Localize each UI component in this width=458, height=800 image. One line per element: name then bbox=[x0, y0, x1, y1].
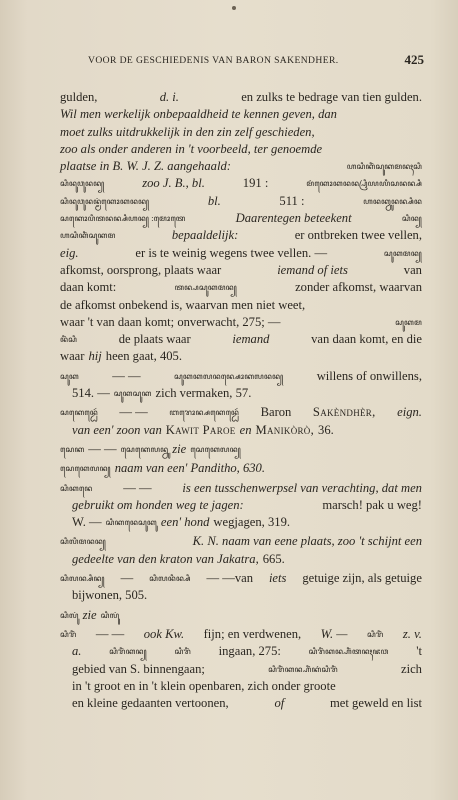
text-segment: zich vermaken, 57. bbox=[155, 386, 252, 401]
text-segment: gulden, bbox=[60, 90, 98, 104]
text-line bbox=[60, 460, 422, 477]
text-segment: 36. bbox=[318, 422, 334, 437]
text-segment: er is te weinig wegens twee vellen. — bbox=[135, 245, 328, 260]
javanese-text: ꦱꦸꦏꦩ bbox=[395, 317, 422, 327]
javanese-text: ꦱꦶꦏꦤꦺ bbox=[60, 483, 93, 493]
text-segment: ook Kw. bbox=[143, 626, 185, 641]
text-segment: bijwonen, 505. bbox=[72, 588, 148, 603]
page-header bbox=[0, 52, 458, 71]
text-segment: 514. — bbox=[72, 386, 110, 401]
text-line bbox=[60, 497, 422, 514]
text-segment: met geweld en list bbox=[330, 696, 422, 711]
body-text bbox=[60, 89, 422, 712]
javanese-text: ꦱꦶꦤ꧀ bbox=[401, 214, 422, 224]
text-segment: marsch! pak u weg! bbox=[322, 497, 422, 512]
text-line bbox=[60, 368, 422, 385]
javanese-text: ꦱꦶꦭꦸꦁ bbox=[60, 610, 79, 620]
javanese-text: ꦤꦶꦁꦱꦶ bbox=[60, 335, 78, 345]
javanese-text: ꦱꦸꦏꦩꦤ꧀ bbox=[383, 248, 422, 258]
text-line bbox=[60, 124, 422, 141]
text-segment: Wil men werkelijk onbepaaldheid te kennen geven, dan bbox=[60, 107, 337, 122]
text-line bbox=[60, 695, 422, 712]
text-line bbox=[60, 533, 422, 550]
text-segment: — — bbox=[95, 626, 125, 641]
text-line bbox=[60, 661, 422, 678]
text-line bbox=[60, 245, 422, 262]
javanese-text: ꦱꦶꦫꦶꦁ bbox=[366, 629, 384, 639]
javanese-text: ꦲꦱꦶꦏꦶꦁꦱꦸꦏꦩꦤꦃꦱꦶ bbox=[346, 162, 422, 172]
javanese-text: ꦲꦤꦏ꧀ꦮꦸꦤꦤ꧀ꦱꦶꦤ bbox=[363, 196, 422, 206]
text-segment: zonder afkomst, waarvan bbox=[295, 280, 422, 295]
javanese-text: ꦱꦶꦫꦶꦁ bbox=[174, 647, 191, 657]
text-segment: bl. bbox=[207, 193, 221, 208]
javanese-text: ꦱꦶꦫꦶꦁ bbox=[60, 629, 77, 639]
text-segment: iets bbox=[268, 571, 287, 586]
text-segment: Kawit Paroe bbox=[165, 422, 236, 437]
text-segment: van daan komt, en die bbox=[311, 332, 422, 347]
text-segment: — — bbox=[88, 441, 117, 456]
text-segment: de afkomst onbekend is, waarvan men niet weet, bbox=[60, 297, 306, 312]
text-line bbox=[60, 106, 422, 123]
text-line bbox=[60, 385, 422, 402]
text-segment: van een' zoon van bbox=[72, 422, 162, 437]
text-line bbox=[60, 678, 422, 695]
text-segment: de plaats waar bbox=[118, 332, 191, 347]
text-segment: gedeelte van den kraton van Jakatra, bbox=[72, 551, 259, 566]
text-line bbox=[60, 158, 422, 175]
text-line bbox=[60, 210, 422, 227]
text-line bbox=[60, 570, 422, 587]
text-segment: K. N. naam van eene plaats, zoo 't schijnt een bbox=[192, 534, 422, 549]
text-segment: 191 : bbox=[242, 176, 269, 191]
text-segment: — — bbox=[119, 405, 148, 420]
text-segment: 511 : bbox=[279, 193, 305, 208]
javanese-text: ꦠꦤ꧀ꦥꦱꦸꦏꦩꦤ꧀ bbox=[174, 283, 237, 293]
text-line bbox=[60, 262, 422, 279]
text-segment: plaatse in B. W. J. Z. aangehaald: bbox=[60, 159, 231, 174]
text-segment: ingaan, 275: bbox=[218, 644, 281, 659]
text-segment: een' hond bbox=[160, 515, 210, 530]
text-segment: — bbox=[120, 571, 134, 586]
javanese-text: ꦱꦶꦭꦤꦶꦤ꧀ꦱꦶ bbox=[149, 574, 191, 584]
text-segment: — —van bbox=[206, 571, 254, 586]
text-segment: zie bbox=[172, 441, 187, 456]
text-segment: z. v. bbox=[402, 626, 422, 641]
text-segment: a. bbox=[72, 644, 82, 659]
javanese-text: ꦱꦺꦏ bbox=[60, 444, 85, 454]
text-line bbox=[60, 279, 422, 296]
text-segment: er ontbreken twee vellen, bbox=[294, 228, 422, 243]
javanese-text: ꦱꦺꦏꦺꦭꦤ꧀ bbox=[190, 444, 241, 454]
text-segment: is een tusschenwerpsel van verachting, dat men bbox=[182, 480, 422, 495]
text-segment: afkomst, oorsprong, plaats waar bbox=[60, 262, 222, 277]
text-line bbox=[60, 607, 422, 624]
text-segment: of bbox=[274, 696, 285, 711]
javanese-text: ꦱꦏꦺꦴꦥꦶꦠꦤꦤ꧀ꦱꦶꦲꦤ꧀ :ꦩꦺꦴꦠꦺ bbox=[60, 214, 186, 224]
ink-speck bbox=[232, 6, 236, 10]
text-segment: gebied van S. binnengaan; bbox=[72, 661, 205, 676]
text-segment: — — bbox=[112, 368, 141, 383]
text-segment: waar bbox=[60, 349, 85, 364]
javanese-text: ꦱꦶꦤꦸꦮꦸꦤꦤ꧀ bbox=[60, 179, 105, 189]
text-segment: in 't groot en in 't klein openbaren, zich onder groote bbox=[72, 678, 336, 693]
page-number: 425 bbox=[404, 52, 424, 67]
text-line bbox=[60, 551, 422, 568]
text-segment: zie bbox=[82, 607, 97, 622]
javanese-text: ꦱꦶꦤꦸꦮꦸꦤꦤ꧀ꦩꦁꦏꦺꦴꦏꦤꦤ꧀ bbox=[60, 196, 150, 206]
javanese-text: ꦱꦶꦫꦶꦁꦏꦤ꧀ bbox=[109, 647, 147, 657]
javanese-text: ꦱꦶꦫꦶꦁꦏꦤ꧀ꦲꦶꦁꦏꦁꦱꦶꦫꦶꦁ bbox=[268, 664, 338, 674]
javanese-text: ꦱꦶꦫꦶꦁꦏꦤ꧀ꦲꦶꦁꦠꦤꦃꦗꦮ bbox=[308, 647, 389, 657]
javanese-text: ꦱꦺꦏꦺꦭꦤ꧀ bbox=[60, 464, 111, 474]
text-segment: getuige zijn, als getuige bbox=[302, 571, 422, 586]
text-segment: willens of onwillens, bbox=[316, 368, 422, 383]
text-segment: 665. bbox=[262, 551, 285, 566]
text-segment: Manikòrò, bbox=[255, 422, 315, 437]
text-line bbox=[60, 89, 422, 106]
javanese-text: ꦱꦸꦏ bbox=[60, 371, 79, 381]
javanese-text: ꦱꦏꦺꦤ꧀ꦝꦺꦂ bbox=[60, 408, 98, 418]
text-segment: iemand of iets bbox=[277, 262, 348, 277]
text-segment: moet zulks uitdrukkelijk in den zin zelf geschieden, bbox=[60, 124, 315, 139]
text-line bbox=[60, 422, 422, 439]
javanese-text: ꦱꦶꦭꦸꦁ bbox=[100, 610, 120, 620]
text-segment: en bbox=[239, 422, 252, 437]
text-line bbox=[60, 348, 422, 365]
running-head: VOOR DE GESCHIEDENIS VAN BARON SAKENDHER. bbox=[88, 55, 339, 66]
text-line bbox=[60, 404, 422, 421]
text-line bbox=[60, 331, 422, 348]
text-segment: bepaaldelijk: bbox=[171, 228, 239, 243]
text-segment: Daarentegen beteekent bbox=[235, 211, 352, 226]
text-segment: Baron bbox=[260, 405, 292, 420]
text-segment: heen gaat, 405. bbox=[105, 349, 182, 364]
text-segment: iemand bbox=[232, 332, 270, 347]
javanese-text: ꦧꦫꦺꦴꦤ꧀ꦱꦏꦺꦤ꧀ꦝꦺꦂ bbox=[169, 408, 240, 418]
text-line bbox=[60, 297, 422, 314]
text-line bbox=[60, 227, 422, 244]
javanese-text: ꦱꦸꦏꦱꦸꦏ bbox=[113, 389, 152, 399]
text-line bbox=[60, 626, 422, 643]
text-segment: W. — bbox=[72, 515, 102, 530]
text-segment: hij bbox=[88, 349, 102, 364]
javanese-text: ꦱꦶꦭꦶꦩꦤꦤ꧀ bbox=[60, 537, 106, 547]
javanese-text: ꦱꦺꦏꦺꦭꦤ꧀ꦤꦸ bbox=[120, 444, 169, 454]
javanese-text: ꦱꦸꦏꦏꦭꦤꦤ꧀ꦱꦺꦴꦏꦭꦤꦤ꧀ bbox=[174, 371, 284, 381]
text-segment: en kleine gedaanten vertoonen, bbox=[72, 696, 229, 711]
text-line bbox=[60, 193, 422, 210]
text-segment: gebruikt om honden weg te jagen: bbox=[72, 497, 244, 512]
text-line bbox=[60, 175, 422, 192]
text-segment: zich bbox=[401, 661, 422, 676]
text-segment: zoo J. B., bl. bbox=[142, 176, 205, 191]
text-line bbox=[60, 587, 422, 604]
text-segment: van bbox=[403, 262, 422, 277]
text-line bbox=[60, 441, 422, 458]
javanese-text: ꦩꦁꦏꦺꦴꦏꦤꦤ꧀ꦥꦿꦶꦪꦪꦶꦱꦤꦤ꧀ꦱꦶ bbox=[306, 179, 422, 189]
text-segment: — — bbox=[123, 480, 152, 495]
text-segment: eig. bbox=[60, 245, 79, 260]
text-segment: wegjagen, 319. bbox=[213, 515, 291, 530]
text-segment: 't bbox=[416, 644, 422, 659]
text-line bbox=[60, 643, 422, 660]
javanese-text: ꦱꦶꦭꦤ꧀ꦱꦶꦤ꧀ bbox=[60, 574, 105, 584]
text-line bbox=[60, 514, 422, 531]
text-segment: eign. bbox=[397, 405, 422, 420]
text-segment: zoo als onder anderen in 't voorbeeld, ter genoemde bbox=[60, 141, 323, 156]
text-segment: en zulks te bedrage van tien gulden. bbox=[241, 90, 422, 104]
javanese-text: ꦱꦶꦏꦤꦺꦱꦸꦏꦸ bbox=[105, 518, 157, 528]
text-segment: daan komt: bbox=[60, 280, 117, 295]
text-segment: W. — bbox=[320, 626, 348, 641]
text-line bbox=[60, 141, 422, 158]
text-segment: naam van een' Panditho, 630. bbox=[114, 461, 265, 476]
text-line bbox=[60, 314, 422, 331]
javanese-text: ꦲꦱꦶꦏꦶꦁꦱꦸꦏꦩ bbox=[60, 231, 116, 241]
text-segment: waar 't van daan komt; onverwacht, 275; — bbox=[60, 314, 281, 329]
text-segment: d. i. bbox=[159, 90, 179, 104]
text-segment: fijn; en verdwenen, bbox=[203, 626, 302, 641]
text-segment: Sakèndhèr, bbox=[312, 405, 376, 420]
text-line bbox=[60, 480, 422, 497]
